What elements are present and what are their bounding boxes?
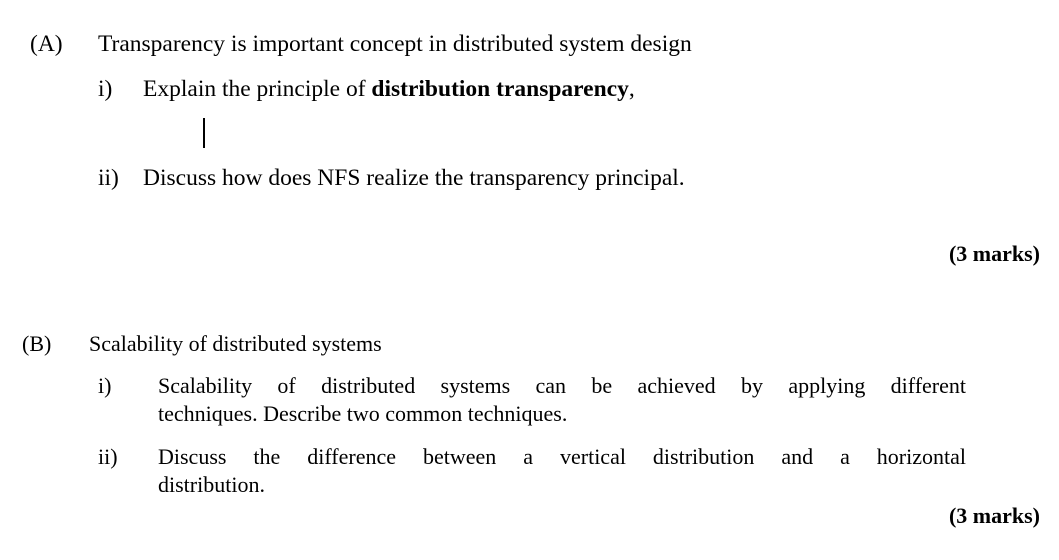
- section-a-label: (A): [30, 31, 63, 57]
- item-text-plain: Explain the principle of: [143, 76, 372, 102]
- item-text-bold: distribution transparency: [371, 76, 629, 102]
- section-b-item-2-line-2: distribution.: [158, 472, 265, 497]
- section-b-marks: (3 marks): [948, 503, 1040, 528]
- section-b-item-1-line-2: techniques. Describe two common techniques.: [158, 401, 568, 426]
- section-a-item-2-text: Discuss how does NFS realize the transparency principal.: [143, 165, 685, 191]
- section-a-item-1-number: i): [98, 76, 113, 102]
- section-a-item-2-number: ii): [98, 165, 119, 191]
- section-b-label: (B): [22, 331, 52, 356]
- section-b-item-2-line-1: Discuss the difference between a vertical distribution and a horizontal: [158, 444, 966, 469]
- section-a-title: Transparency is important concept in distributed system design: [98, 31, 692, 57]
- section-b-item-1-number: i): [98, 373, 112, 398]
- section-b-title: Scalability of distributed systems: [89, 331, 382, 356]
- section-b-item-1-line-1: Scalability of distributed systems can be achieved by applying different: [158, 373, 966, 398]
- section-b-item-2-number: ii): [98, 444, 118, 469]
- item-text-comma: ,: [628, 76, 635, 102]
- section-a-item-1-text: [143, 76, 635, 103]
- section-a-marks: (3 marks): [948, 241, 1040, 266]
- text-cursor: [203, 118, 205, 148]
